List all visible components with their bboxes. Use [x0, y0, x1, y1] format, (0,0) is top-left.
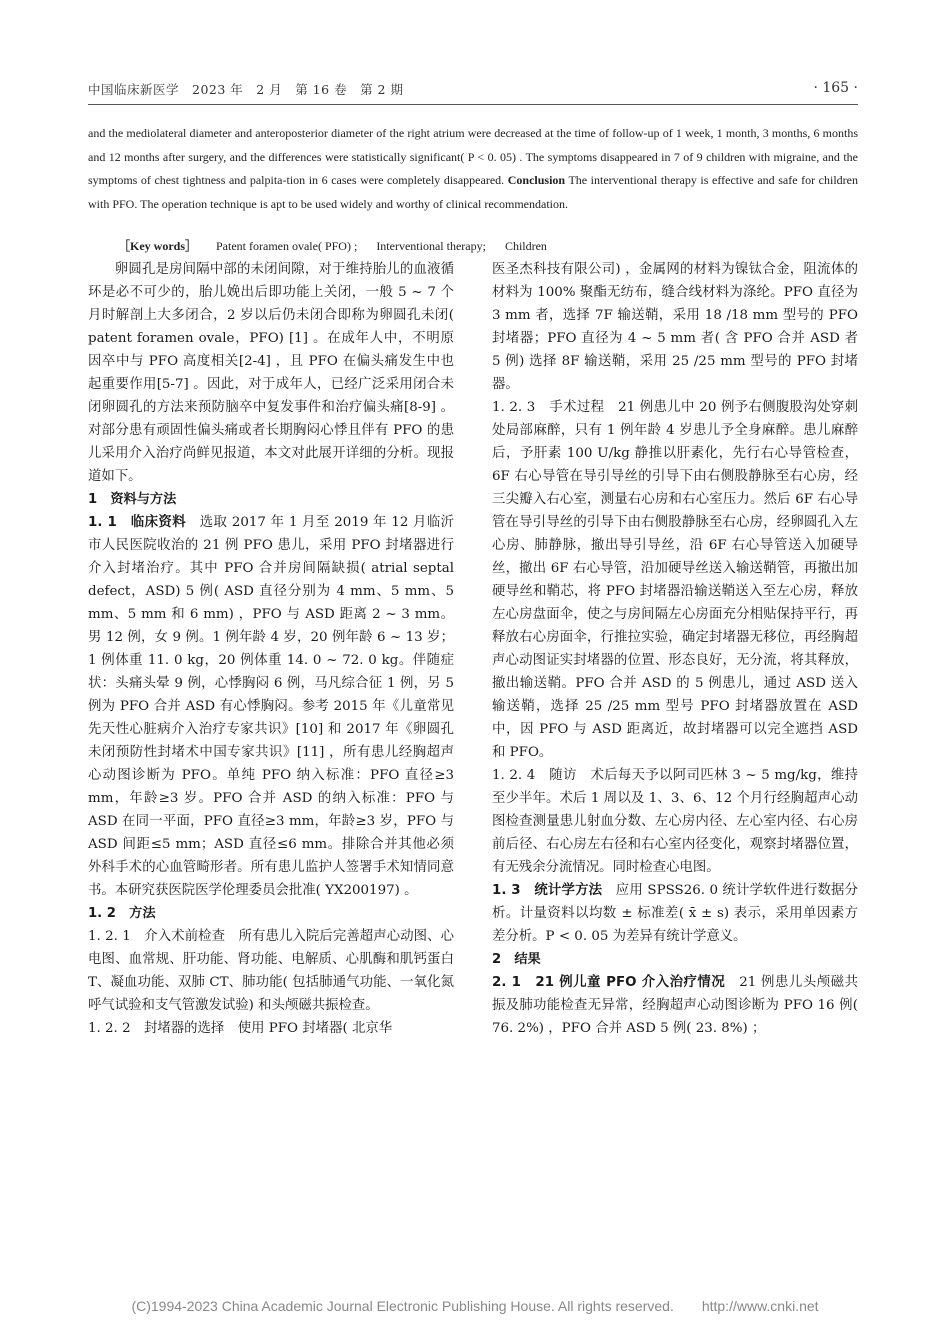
occluder-paragraph [88, 1017, 454, 1040]
clinical-data-paragraph [88, 511, 454, 902]
clinical-data-text: 选取 2017 年 1 月至 2019 年 12 月临沂市人民医院收治的 21 例 PFO 患儿，采用 PFO 封堵器进行介入封堵治疗。其中 PFO 合并房间隔缺损( atrial septal defect，ASD) 5 例( ASD 直径分别为 4 mm、5 mm、5 mm、5 mm 和 6 mm) ，PFO 与 ASD 距离 2 ~ 3 mm。男 12 例，女 9 例。1 例年龄 4 岁，20 例年龄 6 ~ 13 岁；1 例体重 11. 0 kg，20 例体重 14. 0 ~ 72. 0 kg。伴随症状：头痛头晕 9 例，心悸胸闷 6 例，马凡综合征 1 例，另 5 例为 PFO 合并 ASD 有心悸胸闷。参考 2015 年《儿童常见先天性心脏病介入治疗专家共识》[10] 和 2017 年《卵圆孔未闭预防性封堵术中国专家共识》[11] ，所有患儿经胸超声心动图诊断为 PFO。单纯 PFO 纳入标准：PFO 直径≥3 mm，年龄≥3 岁。PFO 合并 ASD 的纳入标准：PFO 与 ASD 在同一平面，PFO 直径≥3 mm，年龄≥3 岁，PFO 与 ASD 间距≤5 mm；ASD 直径≤6 mm。排除合并其他必须外科手术的心血管畸形者。所有患儿监护人签署手术知情同意书。本研究获医院医学伦理委员会批准( YX200197) 。 [88, 515, 454, 898]
right-column [492, 258, 858, 1040]
subsubsection-label: 1. 2. 2 封堵器的选择 [88, 1021, 225, 1036]
page-number: · 165 · [813, 80, 858, 96]
header-divider [88, 104, 858, 105]
occluder-continued: 医圣杰科技有限公司) ，金属网的材料为镍钛合金，阻流体的材料为 100% 聚酯无纺布，缝合线材料为涤纶。PFO 直径为 3 mm 者，选择 7F 输送鞘，采用 18 /18 mm 型号的 PFO 封堵器；PFO 直径为 4 ~ 5 mm 者( 含 PFO 合并 ASD 者 5 例) 选择 8F 输送鞘，采用 25 /25 mm 型号的 PFO 封堵器。 [492, 262, 858, 392]
statistics-paragraph [492, 879, 858, 948]
left-column [88, 258, 454, 1040]
section-heading-results: 2 结果 [492, 952, 541, 967]
subsection-label: 1. 3 统计学方法 [492, 883, 603, 898]
keyword-item: Patent foramen ovale( PFO) ; [216, 239, 358, 253]
subsubsection-label: 1. 2. 3 手术过程 [492, 400, 605, 415]
procedure-paragraph [492, 396, 858, 764]
abstract-continued [88, 122, 858, 216]
subsubsection-label: 1. 2. 4 随访 [492, 768, 577, 783]
keywords [118, 236, 858, 256]
abstract-results-text: and the mediolateral diameter and anteroposterior diameter of the right atrium were decreased at the time of follow-up of 1 week, 1 month, 3 months, 6 months and 12 months after surgery, and the differences were statistically significant( P < 0. 05) . The symptoms disappeared in 7 of 9 children with migraine, and the symptoms of chest tightness and palpita-tion in 6 cases were completely disappeared. [88, 126, 858, 187]
followup-text: 术后每天予以阿司匹林 3 ~ 5 mg/kg，维持至少半年。术后 1 周以及 1、3、6、12 个月行经胸超声心动图检查测量患儿射血分数、左心房内径、左心室内径、右心房前后径、右心房左右径和右心室内径变化，观察封堵器位置，有无残余分流情况。同时检查心电图。 [492, 768, 858, 875]
statistics-text: 应用 SPSS26. 0 统计学软件进行数据分析。计量资料以均数 ± 标准差( x̄ ± s) 表示，采用单因素方差分析。P < 0. 05 为差异有统计学意义。 [492, 883, 858, 944]
intro-paragraph: 卵圆孔是房间隔中部的未闭间隙，对于维持胎儿的血液循环是必不可少的，胎儿娩出后即功能上关闭，一般 5 ~ 7 个月时解剖上大多闭合，2 岁以后仍未闭合即称为卵圆孔未闭( patent foramen ovale，PFO) [1] 。在成年人中，不明原因卒中与 PFO 高度相关[2-4] ，且 PFO 在偏头痛发生中也起重要作用[5-7] 。因此，对于成年人，已经广泛采用闭合未闭卵圆孔的方法来预防脑卒中复发事件和治疗偏头痛[8-9] 。对部分患有顽固性偏头痛或者长期胸闷心悸且伴有 PFO 的患儿采用介入治疗尚鲜见报道，本文对此展开详细的分析。现报道如下。 [88, 262, 454, 484]
preop-paragraph [88, 925, 454, 1017]
running-header [88, 80, 858, 100]
occluder-text: 使用 PFO 封堵器( 北京华 [224, 1021, 393, 1036]
keyword-item: Children [504, 239, 547, 253]
preop-text: 所有患儿入院后完善超声心动图、心电图、血常规、肝功能、肾功能、电解质、心肌酶和肌钙蛋白 T、凝血功能、双肺 CT、肺功能( 包括肺通气功能、一氧化氮呼气试验和支气管激发试验) 和头颅磁共振检查。 [88, 929, 454, 1013]
subsection-label: 2. 1 21 例儿童 PFO 介入治疗情况 [492, 975, 726, 990]
conclusion-label: Conclusion [507, 173, 566, 187]
subsection-label: 1. 1 临床资料 [88, 515, 186, 530]
procedure-text: 21 例患儿中 20 例予右侧腹股沟处穿刺处局部麻醉，只有 1 例年龄 4 岁患儿予全身麻醉。患儿麻醉后，予肝素 100 U/kg 静推以肝素化，先行右心导管检查，6F 右心导管在导引导丝的引导下由右侧股静脉至右心房，经三尖瓣入右心室，测量右心房和右心室压力。然后 6F 右心导管在导引导丝的引导下由右侧股静脉至右心房，经卵圆孔入左心房、肺静脉，撤出导引导丝，沿 6F 右心导管送入加硬导丝，撤出 6F 右心导管，沿加硬导丝送入输送鞘管，再撤出加硬导丝和鞘芯，将 PFO 封堵器沿输送鞘送入至左心房，释放左心房盘面伞，使之与房间隔左心房面充分相贴保持平行，再释放右心房面伞，行推拉实验，确定封堵器无移位，再经胸超声心动图证实封堵器的位置、形态良好，无分流，将其释放，撤出输送鞘。PFO 合并 ASD 的 5 例患儿，通过 ASD 送入输送鞘，选择 25 /25 mm 型号 PFO 封堵器放置在 ASD 中，因 PFO 与 ASD 距离近，故封堵器可以完全遮挡 ASD 和 PFO。 [492, 400, 858, 760]
conclusion-text: The interventional therapy is effective and safe for children with PFO. The operation technique is apt to be used widely and worthy of clinical recommendation. [88, 173, 858, 211]
section-heading-methods: 1 资料与方法 [88, 492, 177, 507]
journal-info: 中国临床新医学 2023 年 2 月 第 16 卷 第 2 期 [88, 82, 404, 97]
results-paragraph [492, 971, 858, 1040]
copyright-footer: (C)1994-2023 China Academic Journal Electronic Publishing House. All rights reserved. http://www.cnki.net [131, 1298, 819, 1314]
keywords-label: ［Key words］ [118, 239, 197, 253]
subsection-heading-methods: 1. 2 方法 [88, 906, 156, 921]
keyword-item: Interventional therapy; [376, 239, 486, 253]
subsubsection-label: 1. 2. 1 介入术前检查 [88, 929, 226, 944]
abstract-paragraph [88, 122, 858, 216]
results-text: 21 例患儿头颅磁共振及肺功能检查无异常，经胸超声心动图诊断为 PFO 16 例( 76. 2%) ，PFO 合并 ASD 5 例( 23. 8%) ； [492, 975, 858, 1036]
followup-paragraph [492, 764, 858, 879]
